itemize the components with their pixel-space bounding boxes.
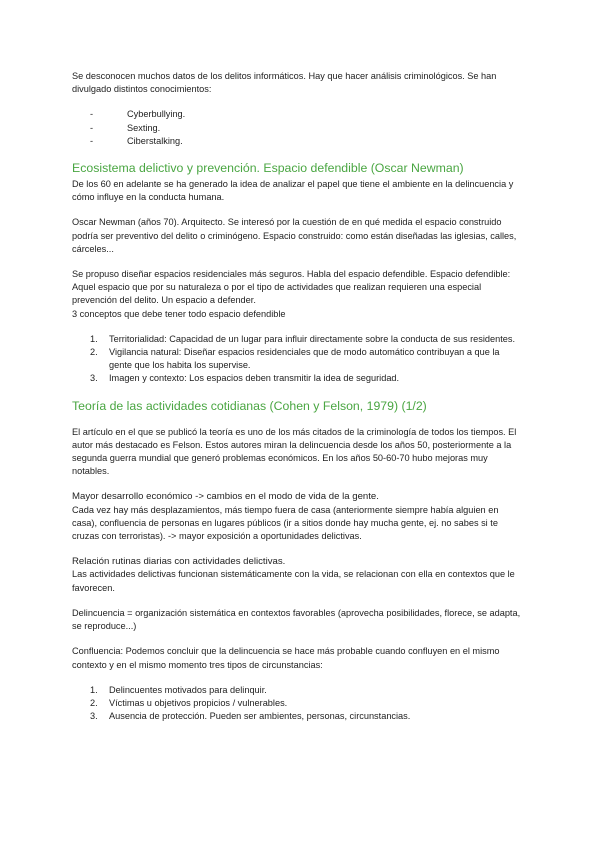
paragraph: Confluencia: Podemos concluir que la delincuencia se hace más probable cuando confluyen en el mismo contexto y en el mismo momento tres tipos de circunstancias: <box>72 646 500 670</box>
concepts-list <box>72 333 522 386</box>
list-item: 3. Imagen y contexto: Los espacios deben transmitir la idea de seguridad. <box>90 373 400 384</box>
list-item: - Ciberstalking. <box>90 135 522 148</box>
circumstances-list <box>72 684 522 724</box>
paragraph: De los 60 en adelante se ha generado la idea de analizar el papel que tiene el ambiente en la delincuencia y cómo influye en la conducta humana. <box>72 179 514 203</box>
paragraph: Delincuencia = organización sistemática en contextos favorables (aprovecha posibilidades, florece, se adapta, se reproduce...) <box>72 607 521 632</box>
list-item: 3. Ausencia de protección. Pueden ser ambientes, personas, circunstancias. <box>90 711 411 722</box>
list-item: - Sexting. <box>90 122 522 135</box>
list-item: 2. Vigilancia natural: Diseñar espacios residenciales que de modo automático contribuyan a que la gente que los habita los supervise. <box>90 347 500 371</box>
paragraph: Mayor desarrollo económico -> cambios en el modo de vida de la gente. <box>72 491 379 503</box>
section-heading-actividades-cotidianas: Teoría de las actividades cotidianas (Cohen y Felson, 1979) (1/2) <box>72 398 427 413</box>
intro-paragraph: Se desconocen muchos datos de los delitos informáticos. Hay que hacer análisis criminológicos. Se han divulgado distintos conocimientos: <box>72 71 497 95</box>
document-page <box>72 70 522 735</box>
list-item: 2. Víctimas u objetivos propicios / vulnerables. <box>90 697 288 708</box>
paragraph: Oscar Newman (años 70). Arquitecto. Se interesó por la cuestión de en qué medida el espacio construido podría ser preventivo del delito o criminógeno. Espacio construido: como están diseñadas las iglesias, calles, cárceles... <box>72 217 517 254</box>
paragraph: Las actividades delictivas funcionan sistemáticamente con la vida, se relacionan con ella en contextos que le favorecen. <box>72 569 515 593</box>
paragraph: Se propuso diseñar espacios residenciales más seguros. Habla del espacio defendible. Espacio defendible: Aquel espacio que por su naturaleza o por el tipo de actividades que realizan requieren una especial prevención del delito. Un espacio a defender. <box>72 269 511 306</box>
cyber-list <box>72 108 522 148</box>
paragraph: El artículo en el que se publicó la teoría es uno de los más citados de la criminología de todos los tiempos. El autor más destacado es Felson. Estos autores miran la delincuencia desde los años 50, posteriormente a la segunda guerra mundial que generó problemas económicos. En los años 50-60-70 hubo mejoras muy notables. <box>72 426 517 477</box>
paragraph: Cada vez hay más desplazamientos, más tiempo fuera de casa (anteriormente siempre había alguien en casa), confluencia de personas en lugares públicos (ir a sitios donde hay mucha gente, ej. no sabes si te cruzas con terroristas). -> mayor exposición a oportunidades delictivas. <box>72 504 499 542</box>
list-item: - Cyberbullying. <box>90 108 522 121</box>
list-item: 1. Delincuentes motivados para delinquir. <box>90 684 267 695</box>
section-heading-espacio-defendible: Ecosistema delictivo y prevención. Espacio defendible (Oscar Newman) <box>72 161 464 176</box>
paragraph: Relación rutinas diarias con actividades delictivas. <box>72 556 286 568</box>
list-item: 1. Territorialidad: Capacidad de un lugar para influir directamente sobre la conducta de sus residentes. <box>90 333 516 344</box>
paragraph: 3 conceptos que debe tener todo espacio defendible <box>72 308 286 319</box>
